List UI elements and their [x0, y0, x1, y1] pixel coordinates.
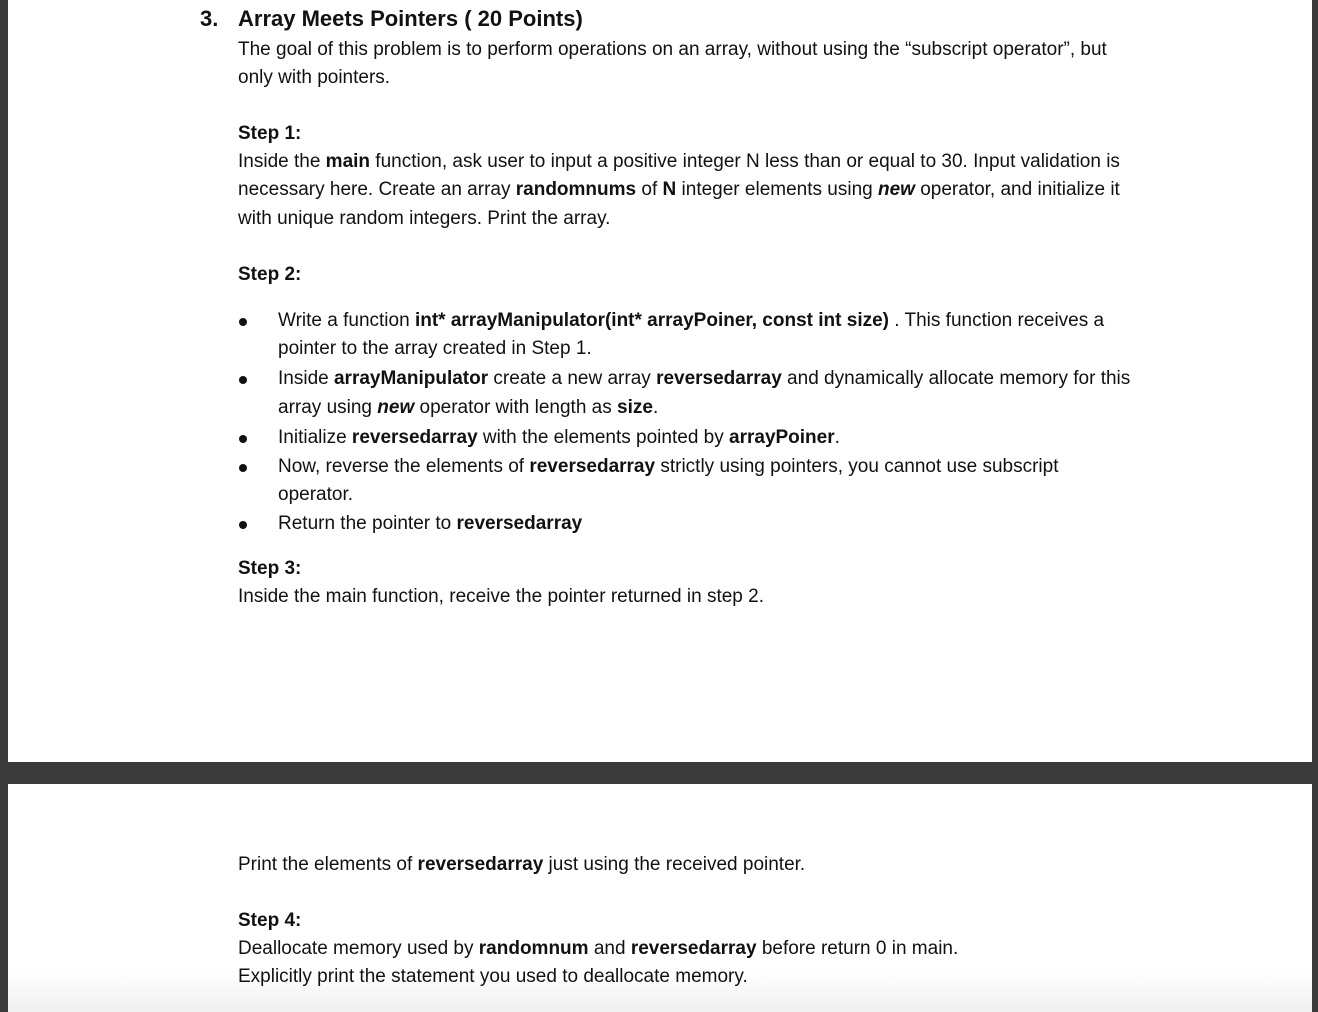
- intro-line-2: only with pointers.: [238, 67, 391, 88]
- step1-line-2: necessary here. Create an array randomnums of N integer elements using new operator, and initialize it: [238, 179, 1120, 200]
- step4-line-1: Deallocate memory used by randomnum and reversedarray before return 0 in main.: [238, 938, 959, 959]
- step1-line-3: with unique random integers. Print the array.: [238, 208, 611, 229]
- step4-heading: Step 4:: [238, 910, 302, 931]
- step2-bullet-2-cont: array using new operator with length as size.: [278, 397, 659, 418]
- document-page-1: [8, 0, 1312, 762]
- step4-line-2: Explicitly print the statement you used to deallocate memory.: [238, 966, 748, 987]
- bullet-dot: [239, 318, 247, 326]
- bullet-dot: [239, 464, 247, 472]
- step2-bullet-1-cont: pointer to the array created in Step 1.: [278, 338, 592, 359]
- step2-heading: Step 2:: [238, 264, 302, 285]
- step1-heading: Step 1:: [238, 123, 302, 144]
- bullet-dot: [239, 521, 247, 529]
- document-page-2: [8, 784, 1312, 1012]
- bullet-dot: [239, 435, 247, 443]
- step3-line-1: Inside the main function, receive the pointer returned in step 2.: [238, 586, 764, 607]
- step2-bullet-1: Write a function int* arrayManipulator(int* arrayPoiner, const int size) . This function receives a: [278, 310, 1105, 331]
- step3-heading: Step 3:: [238, 558, 302, 579]
- bullet-dot: [239, 376, 247, 384]
- step2-bullet-4: Now, reverse the elements of reversedarray strictly using pointers, you cannot use subscript: [278, 456, 1059, 477]
- step2-bullet-5: Return the pointer to reversedarray: [278, 513, 583, 534]
- problem-number: 3.: [200, 6, 219, 31]
- step2-bullet-3: Initialize reversedarray with the elements pointed by arrayPoiner.: [278, 427, 840, 448]
- step2-bullet-2: Inside arrayManipulator create a new array reversedarray and dynamically allocate memory for this: [278, 368, 1131, 389]
- intro-line-1: The goal of this problem is to perform operations on an array, without using the “subscript operator”, but: [238, 39, 1107, 60]
- step1-line-1: Inside the main function, ask user to input a positive integer N less than or equal to 30. Input validation is: [238, 151, 1120, 172]
- problem-title: Array Meets Pointers ( 20 Points): [238, 6, 583, 31]
- step2-bullet-4-cont: operator.: [278, 484, 353, 505]
- step3-line-2: Print the elements of reversedarray just using the received pointer.: [238, 854, 806, 875]
